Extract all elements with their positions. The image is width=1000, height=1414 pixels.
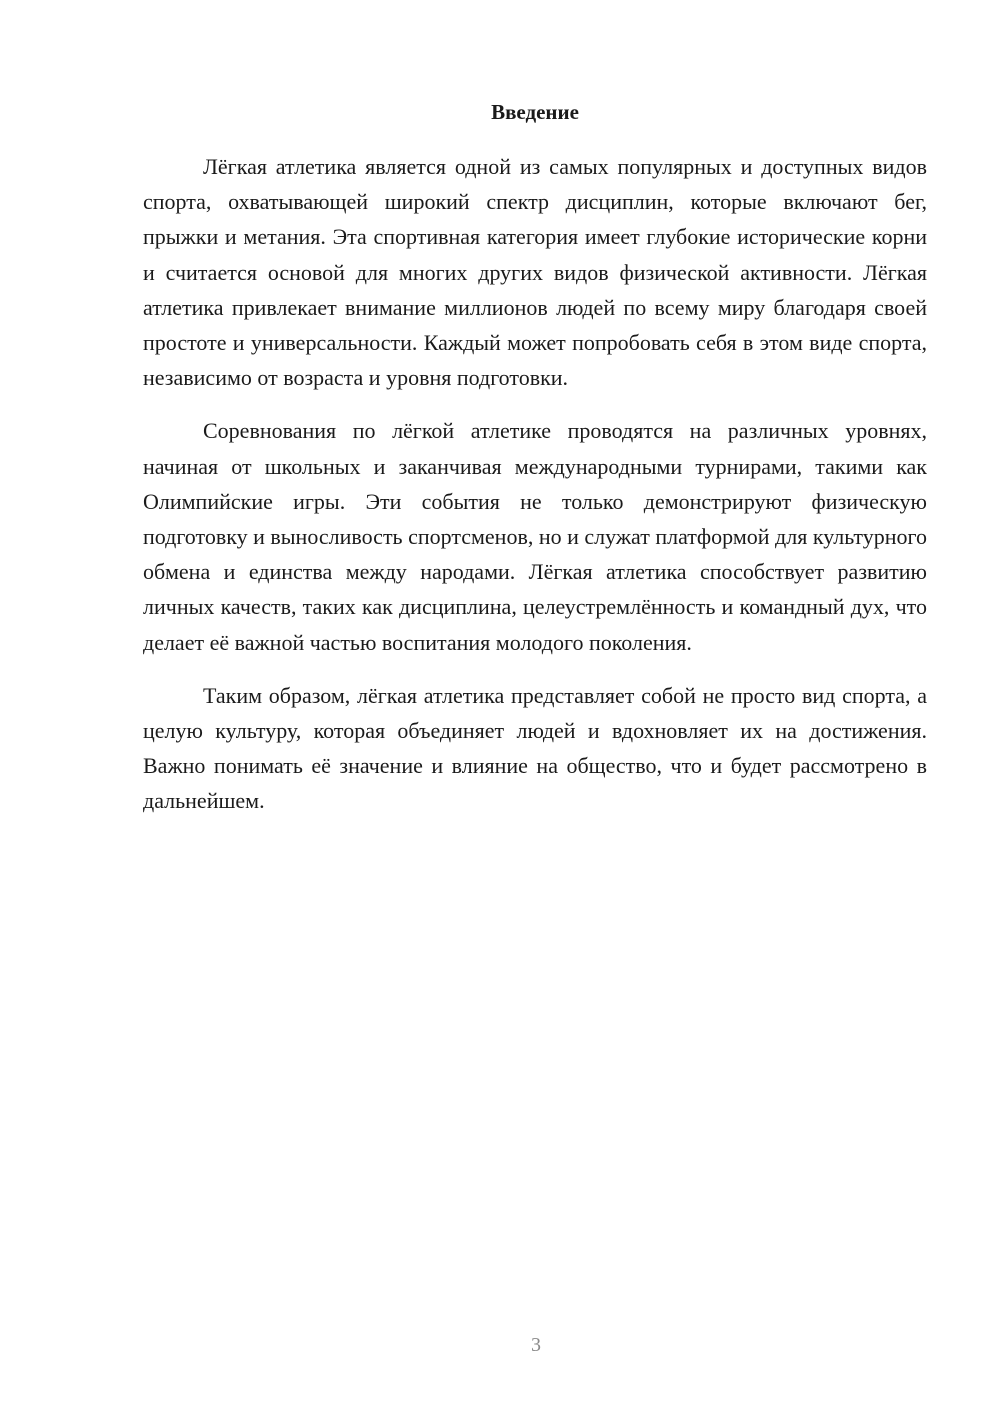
page-content	[143, 95, 927, 837]
paragraph-3: Таким образом, лёгкая атлетика представляет собой не просто вид спорта, а целую культуру, которая объединяет людей и вдохновляет их на достижения. Важно понимать её значение и влияние на общество, что и будет рассмотрено в дальнейшем.	[143, 682, 927, 814]
paragraph-1: Лёгкая атлетика является одной из самых популярных и доступных видов спорта, охватывающей широкий спектр дисциплин, которые включают бег, прыжки и метания. Эта спортивная категория имеет глубокие исторические корни и считается основой для многих других видов физической активности. Лёгкая атлетика привлекает внимание миллионов людей по всему миру благодаря своей простоте и универсальности. Каждый может попробовать себя в этом виде спорта, независимо от возраста и уровня подготовки.	[143, 154, 927, 391]
paragraph-2: Соревнования по лёгкой атлетике проводятся на различных уровнях, начиная от школьных и заканчивая международными турнирами, такими как Олимпийские игры. Эти события не только демонстрируют физическую подготовку и выносливость спортсменов, но и служат платформой для культурного обмена и единства между народами. Лёгкая атлетика способствует развитию личных качеств, таких как дисциплина, целеустремлённость и командный дух, что делает её важной частью воспитания молодого поколения.	[143, 418, 927, 655]
section-heading: Введение	[491, 100, 579, 124]
page-number: 3	[531, 1334, 541, 1356]
